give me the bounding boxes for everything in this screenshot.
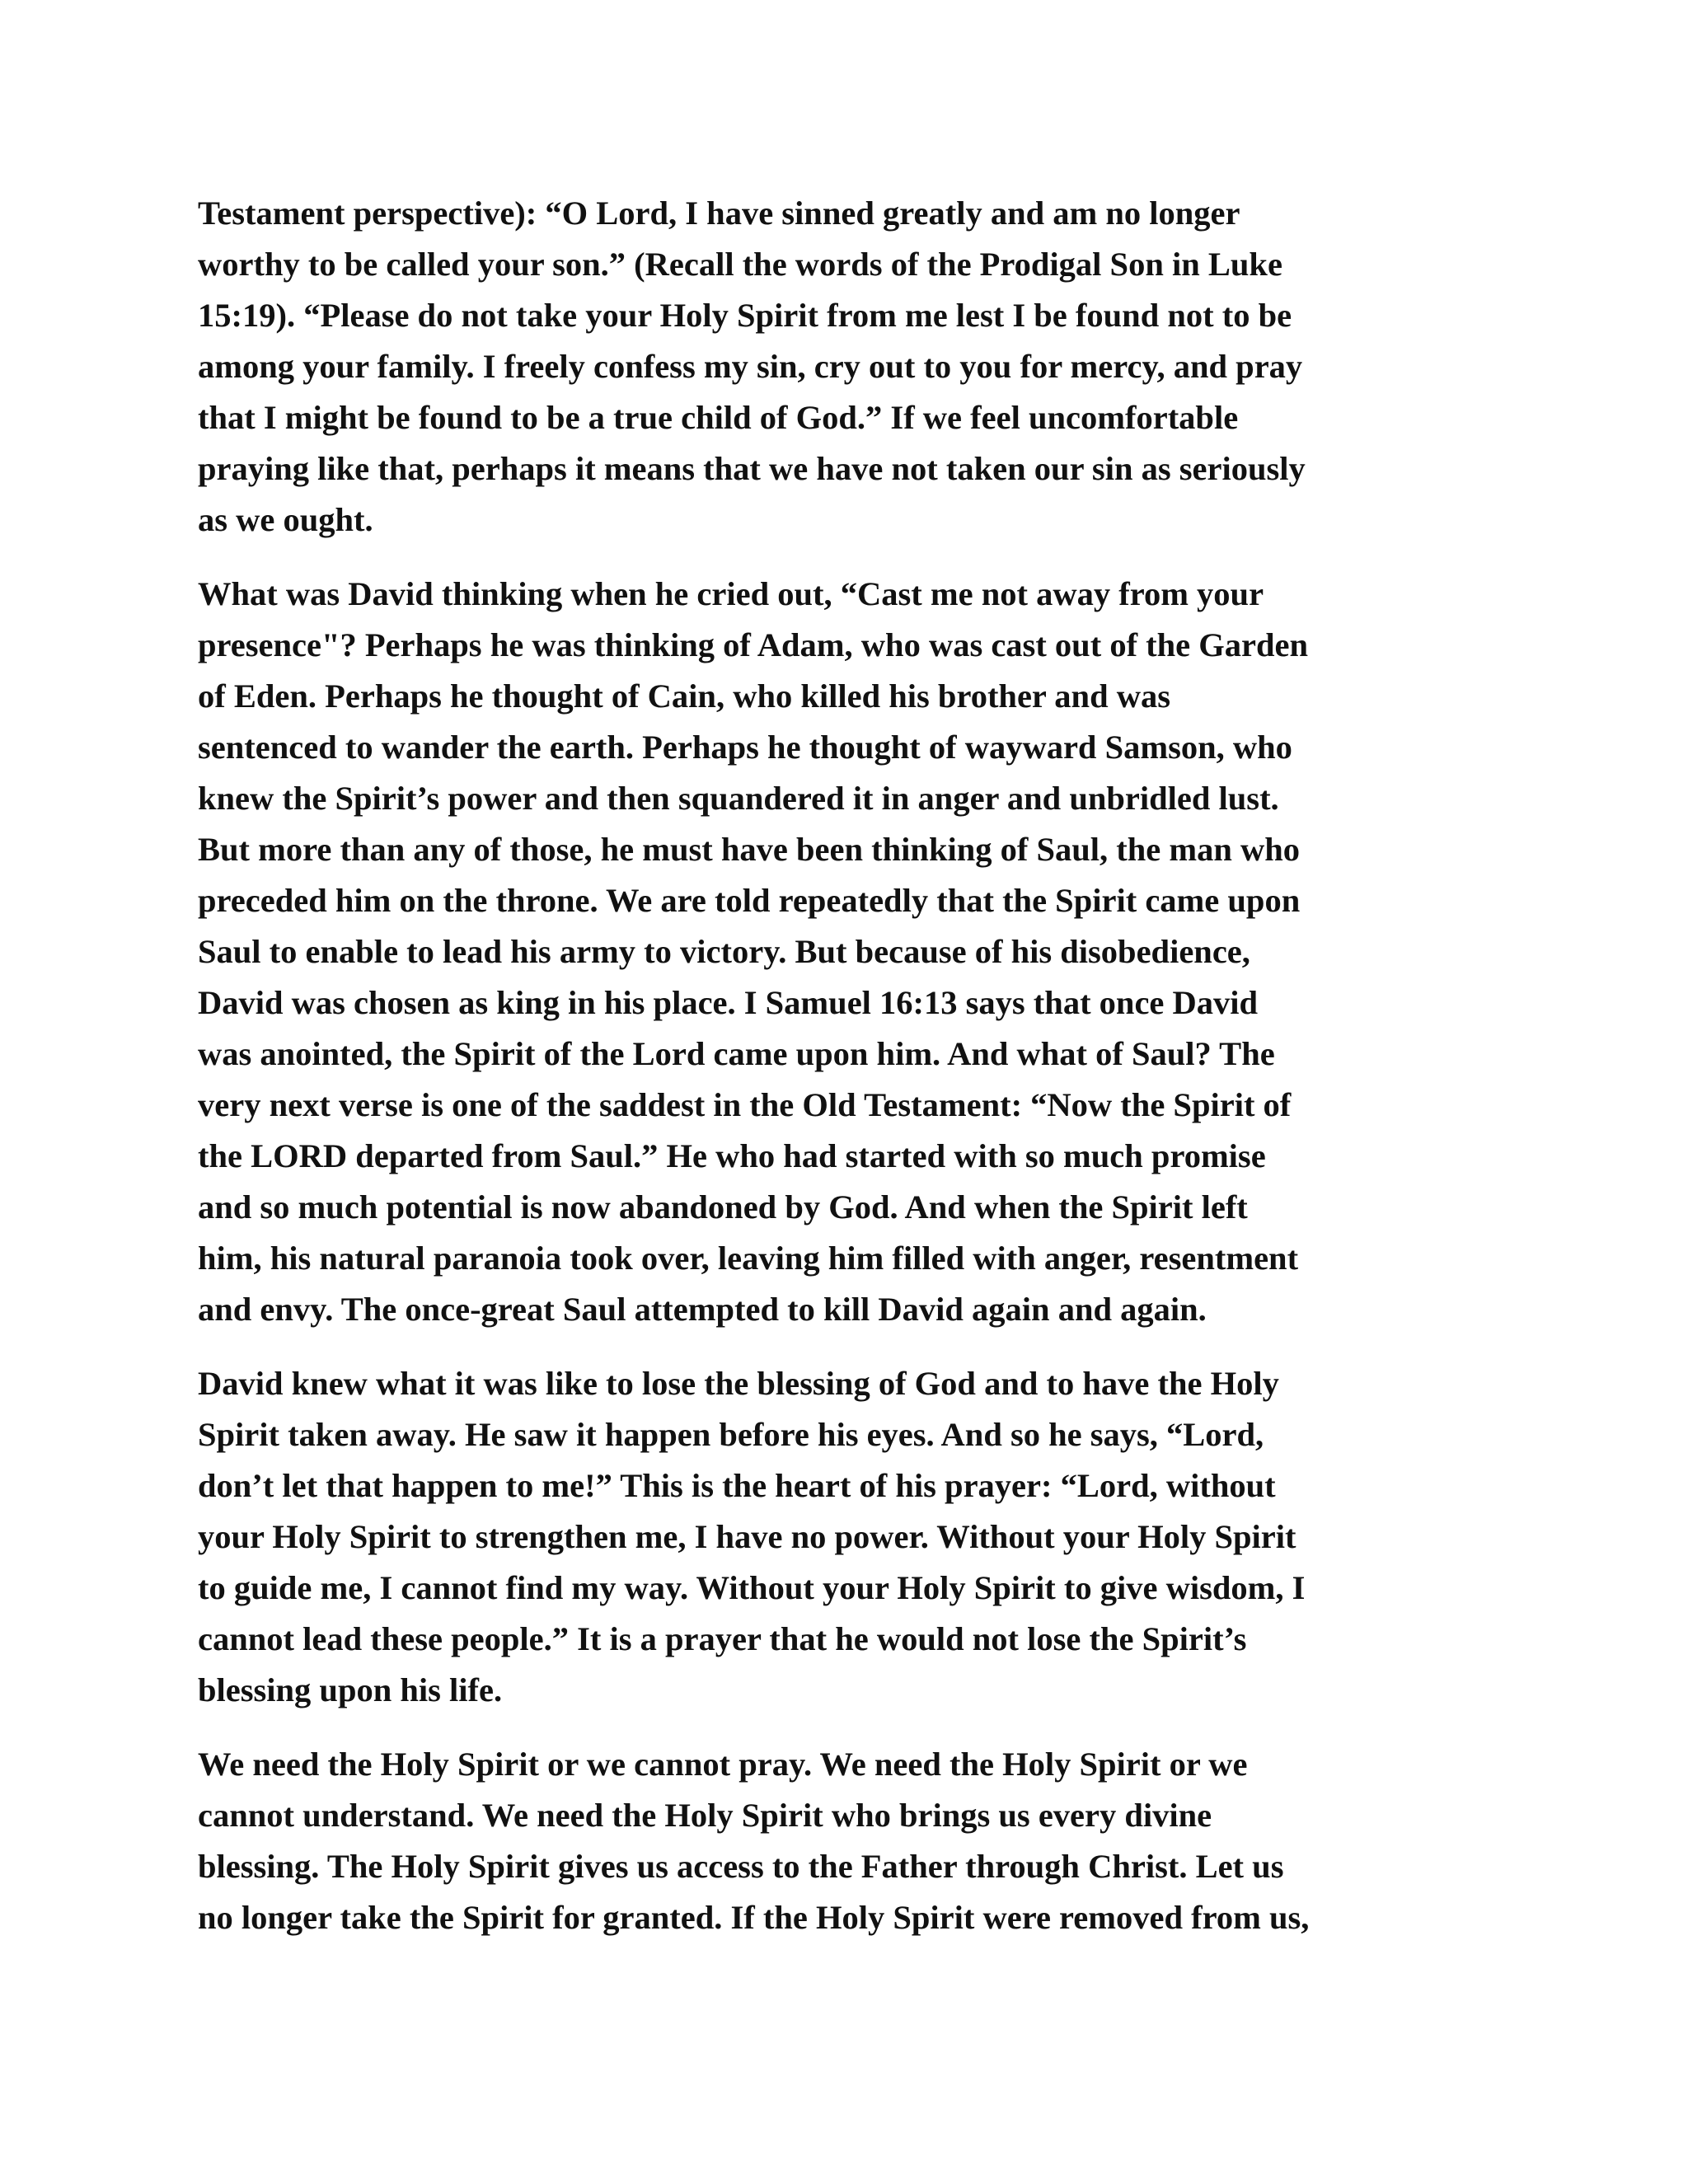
text-line: was anointed, the Spirit of the Lord came upon him. And what of Saul? The [198, 1035, 1275, 1072]
paragraph-3 [198, 1358, 1517, 1716]
text-line: as we ought. [198, 501, 373, 538]
text-line: David knew what it was like to lose the blessing of God and to have the Holy [198, 1365, 1279, 1402]
text-line: Saul to enable to lead his army to victory. But because of his disobedience, [198, 933, 1250, 970]
text-line: Testament perspective): “O Lord, I have sinned greatly and am no longer [198, 194, 1240, 232]
text-line: of Eden. Perhaps he thought of Cain, who killed his brother and was [198, 677, 1170, 715]
text-line: among your family. I freely confess my sin, cry out to you for mercy, and pray [198, 348, 1303, 385]
text-line: David was chosen as king in his place. I Samuel 16:13 says that once David [198, 984, 1259, 1021]
text-line: presence"? Perhaps he was thinking of Adam, who was cast out of the Garden [198, 626, 1309, 663]
text-line: 15:19). “Please do not take your Holy Spirit from me lest I be found not to be [198, 297, 1292, 334]
text-line: preceded him on the throne. We are told repeatedly that the Spirit came upon [198, 882, 1301, 919]
text-line: and envy. The once-great Saul attempted to kill David again and again. [198, 1291, 1207, 1328]
text-line: knew the Spirit’s power and then squandered it in anger and unbridled lust. [198, 780, 1279, 817]
text-line: him, his natural paranoia took over, leaving him filled with anger, resentment [198, 1240, 1299, 1277]
text-line: your Holy Spirit to strengthen me, I have no power. Without your Holy Spirit [198, 1518, 1296, 1555]
text-line: cannot lead these people.” It is a prayer that he would not lose the Spirit’s [198, 1620, 1247, 1657]
text-line: no longer take the Spirit for granted. If the Holy Spirit were removed from us, [198, 1899, 1310, 1936]
text-line: very next verse is one of the saddest in the Old Testament: “Now the Spirit of [198, 1086, 1292, 1123]
text-line: What was David thinking when he cried out, “Cast me not away from your [198, 575, 1264, 612]
text-line: cannot understand. We need the Holy Spirit who brings us every divine [198, 1797, 1212, 1834]
text-line: don’t let that happen to me!” This is the heart of his prayer: “Lord, without [198, 1467, 1276, 1504]
text-line: praying like that, perhaps it means that we have not taken our sin as seriously [198, 450, 1306, 487]
text-line: blessing. The Holy Spirit gives us access to the Father through Christ. Let us [198, 1848, 1284, 1885]
paragraph-1 [198, 188, 1517, 546]
text-line: worthy to be called your son.” (Recall the words of the Prodigal Son in Luke [198, 246, 1282, 283]
text-line: and so much potential is now abandoned by God. And when the Spirit left [198, 1188, 1248, 1226]
paragraph-4 [198, 1739, 1517, 1943]
text-line: We need the Holy Spirit or we cannot pray. We need the Holy Spirit or we [198, 1746, 1248, 1783]
text-line: blessing upon his life. [198, 1671, 503, 1708]
body-text [198, 188, 1517, 1966]
text-line: to guide me, I cannot find my way. Without your Holy Spirit to give wisdom, I [198, 1569, 1306, 1606]
text-line: sentenced to wander the earth. Perhaps he thought of wayward Samson, who [198, 729, 1292, 766]
text-line: that I might be found to be a true child of God.” If we feel uncomfortable [198, 399, 1239, 436]
text-line: the LORD departed from Saul.” He who had started with so much promise [198, 1137, 1266, 1174]
text-line: But more than any of those, he must have been thinking of Saul, the man who [198, 831, 1301, 868]
paragraph-2 [198, 569, 1517, 1335]
text-line: Spirit taken away. He saw it happen before his eyes. And so he says, “Lord, [198, 1416, 1264, 1453]
